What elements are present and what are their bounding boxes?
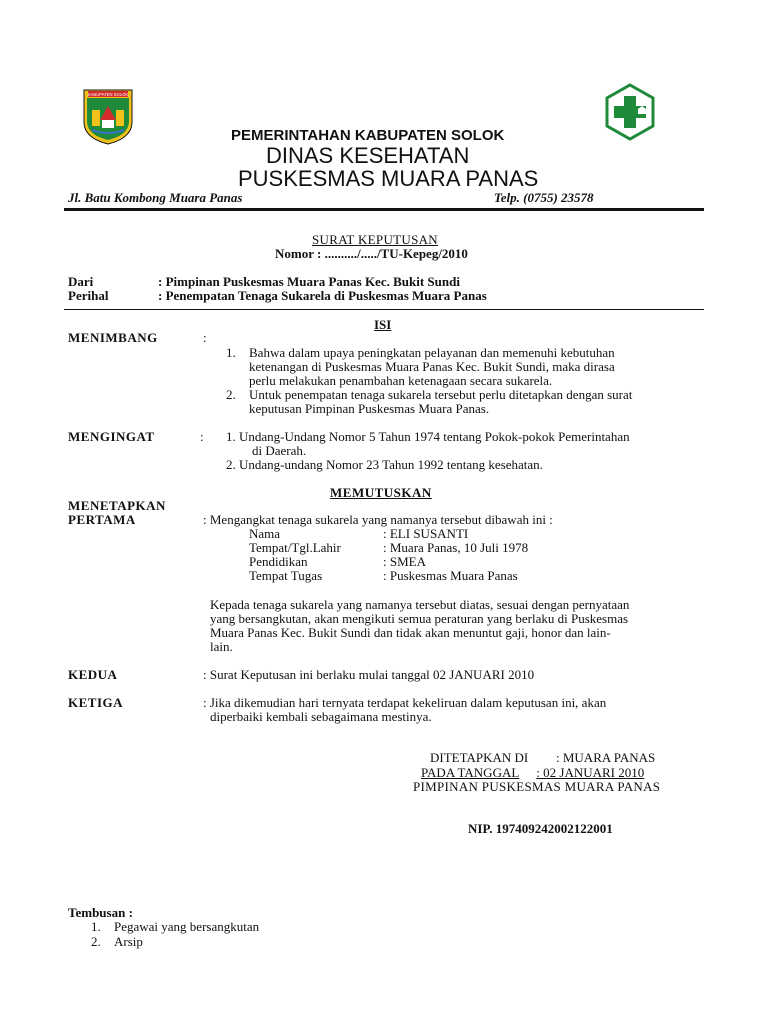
subject-value: : Penempatan Tenaga Sukarela di Puskesmas Muara Panas bbox=[158, 288, 487, 303]
office-address: Jl. Batu Kombong Muara Panas bbox=[68, 190, 243, 205]
first-text: : Mengangkat tenaga sukarela yang namanya tersebut dibawah ini : bbox=[203, 512, 553, 527]
content-heading: ISI bbox=[374, 317, 392, 332]
signer-nip: NIP. 197409242002122001 bbox=[468, 821, 613, 836]
signer-position: PIMPINAN PUSKESMAS MUARA PANAS bbox=[413, 779, 661, 794]
from-value: : Pimpinan Puskesmas Muara Panas Kec. Bukit Sundi bbox=[158, 274, 460, 289]
field-workplace-label: Tempat Tugas bbox=[249, 568, 323, 583]
government-name: PEMERINTAHAN KABUPATEN SOLOK bbox=[231, 127, 505, 144]
recalling-item-2: 2. Undang-undang Nomor 23 Tahun 1992 tentang kesehatan. bbox=[226, 457, 543, 472]
considering-item-1-line-2: ketenangan di Puskesmas Muara Panas Kec. Bukit Sundi, maka dirasa bbox=[249, 359, 615, 374]
establish-label: MENETAPKAN bbox=[68, 498, 166, 513]
considering-item-1-line-1: Bahwa dalam upaya peningkatan pelayanan dan memenuhi kebutuhan bbox=[249, 345, 615, 360]
decide-heading: MEMUTUSKAN bbox=[330, 485, 432, 500]
first-label: PERTAMA bbox=[68, 512, 136, 527]
date-value: : 02 JANUARI 2010 bbox=[536, 765, 645, 780]
second-label: KEDUA bbox=[68, 667, 118, 682]
considering-item-1-number: 1. bbox=[226, 345, 236, 360]
field-birth-value: : Muara Panas, 10 Juli 1978 bbox=[383, 540, 529, 555]
considering-item-2-number: 2. bbox=[226, 387, 236, 402]
letterhead-divider bbox=[64, 208, 704, 211]
field-birth-label: Tempat/Tgl.Lahir bbox=[249, 540, 341, 555]
copy-item-1-number: 1. bbox=[91, 919, 101, 934]
date-line bbox=[421, 766, 683, 780]
field-name-value: : ELI SUSANTI bbox=[383, 526, 469, 541]
set-at-label: DITETAPKAN DI bbox=[430, 750, 529, 765]
svg-text:KABUPATEN SOLOK: KABUPATEN SOLOK bbox=[87, 92, 129, 97]
office-phone: Telp. (0755) 23578 bbox=[494, 190, 594, 205]
decree-number: Nomor : ........../...../TU-Kepeg/2010 bbox=[275, 246, 468, 261]
considering-item-1-line-3: perlu melakukan penambahan ketenagaan secara sukarela. bbox=[249, 373, 553, 388]
considering-item-2-line-1: Untuk penempatan tenaga sukarela tersebut perlu ditetapkan dengan surat bbox=[249, 387, 633, 402]
from-label: Dari bbox=[68, 274, 94, 289]
third-line-2: diperbaiki kembali sebagaimana mestinya. bbox=[210, 709, 432, 724]
field-workplace-value: : Puskesmas Muara Panas bbox=[383, 568, 518, 583]
copy-item-2: Arsip bbox=[114, 934, 143, 949]
first-paragraph-line-1: Kepada tenaga sukarela yang namanya tersebut diatas, sesuai dengan pernyataan bbox=[210, 597, 630, 612]
subject-label: Perihal bbox=[68, 288, 109, 303]
recalling-label: MENGINGAT bbox=[68, 429, 155, 444]
field-name-label: Nama bbox=[249, 526, 281, 541]
decree-title: SURAT KEPUTUSAN bbox=[312, 232, 438, 247]
considering-label: MENIMBANG bbox=[68, 330, 158, 345]
considering-item-2-line-2: keputusan Pimpinan Puskesmas Muara Panas. bbox=[249, 401, 490, 416]
recalling-item-1: 1. Undang-Undang Nomor 5 Tahun 1974 tentang Pokok-pokok Pemerintahan bbox=[226, 429, 630, 444]
set-at-value: : MUARA PANAS bbox=[556, 750, 656, 765]
third-line-1: : Jika dikemudian hari ternyata terdapat kekeliruan dalam keputusan ini, akan bbox=[203, 695, 607, 710]
field-education-label: Pendidikan bbox=[249, 554, 308, 569]
kabupaten-solok-logo bbox=[80, 86, 136, 146]
copy-item-1: Pegawai yang bersangkutan bbox=[114, 919, 260, 934]
field-education-value: : SMEA bbox=[383, 554, 426, 569]
considering-colon: : bbox=[203, 330, 207, 345]
copies-label: Tembusan : bbox=[68, 905, 133, 920]
first-paragraph-line-4: lain. bbox=[210, 639, 233, 654]
third-label: KETIGA bbox=[68, 695, 124, 710]
second-text: : Surat Keputusan ini berlaku mulai tanggal 02 JANUARI 2010 bbox=[203, 667, 535, 682]
recalling-colon: : bbox=[200, 429, 204, 444]
date-label: PADA TANGGAL bbox=[421, 765, 520, 780]
health-cross-logo bbox=[604, 83, 656, 141]
first-paragraph-line-3: Muara Panas Kec. Bukit Sundi dan tidak akan menuntut gaji, honor dan lain- bbox=[210, 625, 611, 640]
first-paragraph-line-2: yang bersangkutan, akan mengikuti semua peraturan yang berlaku di Puskesmas bbox=[210, 611, 629, 626]
subject-divider bbox=[64, 309, 704, 310]
recalling-item-1-continued: di Daerah. bbox=[252, 443, 307, 458]
department-name: DINAS KESEHATAN bbox=[266, 143, 470, 168]
copy-item-2-number: 2. bbox=[91, 934, 101, 949]
office-name: PUSKESMAS MUARA PANAS bbox=[238, 166, 539, 191]
